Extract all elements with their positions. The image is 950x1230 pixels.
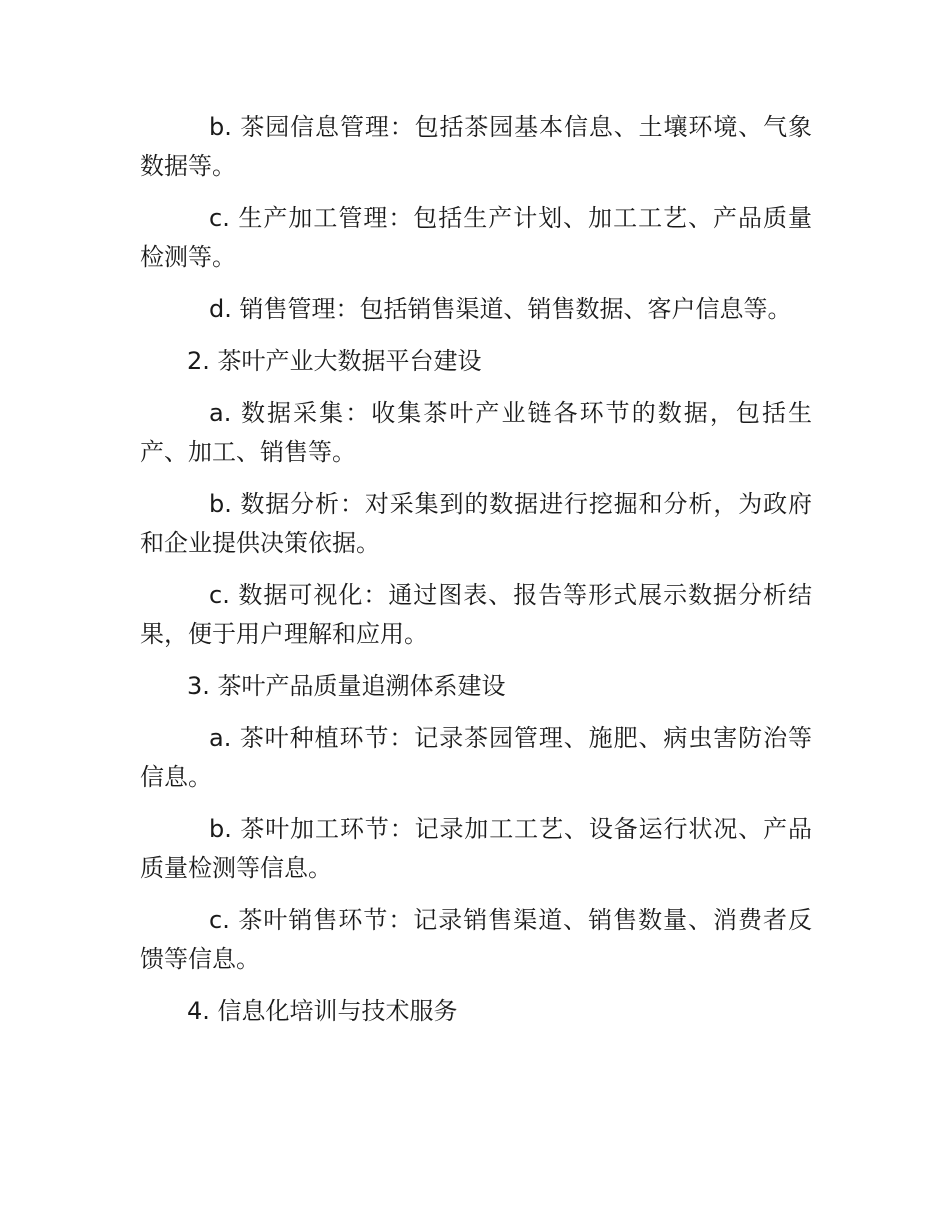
document-body xyxy=(140,108,812,1044)
list-item-production-processing: c. 生产加工管理：包括生产计划、加工工艺、产品质量检测等。 xyxy=(140,204,812,271)
list-item-data-collection: a. 数据采集：收集茶叶产业链各环节的数据，包括生产、加工、销售等。 xyxy=(140,399,812,466)
list-item-sales-management: d. 销售管理：包括销售渠道、销售数据、客户信息等。 xyxy=(209,295,792,323)
list-item-data-analysis: b. 数据分析：对采集到的数据进行挖掘和分析，为政府和企业提供决策依据。 xyxy=(140,490,812,557)
list-item-processing-stage: b. 茶叶加工环节：记录加工工艺、设备运行状况、产品质量检测等信息。 xyxy=(140,815,812,882)
section-heading-traceability-system: 3. 茶叶产品质量追溯体系建设 xyxy=(187,672,506,700)
list-item-data-visualization: c. 数据可视化：通过图表、报告等形式展示数据分析结果，便于用户理解和应用。 xyxy=(140,581,812,648)
section-heading-big-data-platform: 2. 茶叶产业大数据平台建设 xyxy=(187,347,482,375)
list-item-planting-stage: a. 茶叶种植环节：记录茶园管理、施肥、病虫害防治等信息。 xyxy=(140,724,812,791)
list-item-sales-stage: c. 茶叶销售环节：记录销售渠道、销售数量、消费者反馈等信息。 xyxy=(140,906,812,973)
list-item-tea-garden-info: b. 茶园信息管理：包括茶园基本信息、土壤环境、气象数据等。 xyxy=(140,113,812,180)
section-heading-training-services: 4. 信息化培训与技术服务 xyxy=(187,997,458,1025)
